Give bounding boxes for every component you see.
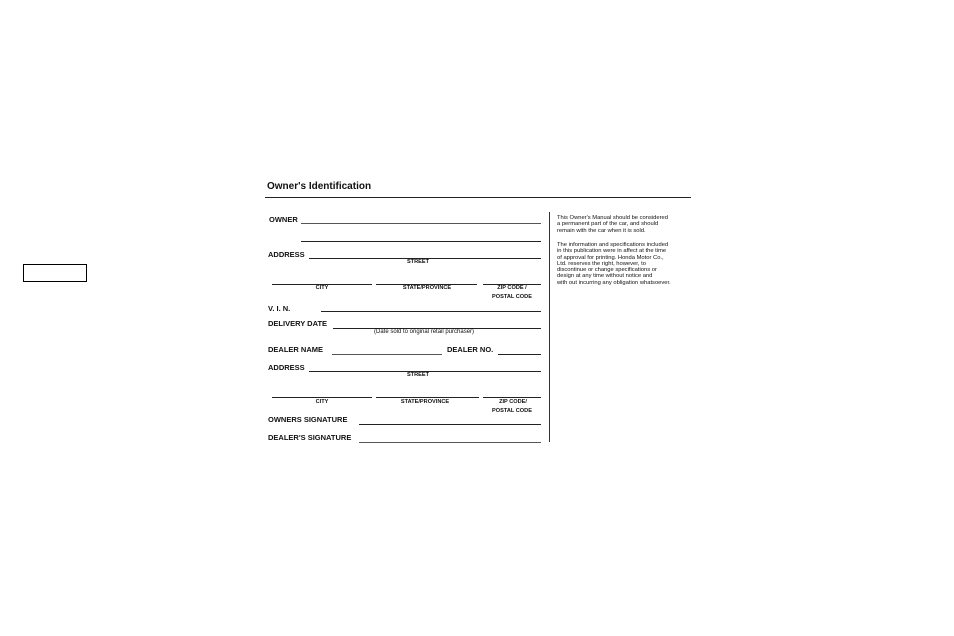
sidebar-p2-line: in this publication were in affect at the time — [557, 248, 667, 255]
dealer-name-line[interactable] — [332, 354, 442, 355]
zip-caption-line2: POSTAL CODE — [492, 294, 532, 300]
dealer-address-label: ADDRESS — [268, 363, 305, 372]
section-title: Owner's Identification — [267, 181, 372, 192]
dealer-zip-line[interactable] — [483, 397, 541, 398]
sidebar-p2-line: The information and specifications included — [557, 242, 669, 248]
zip-caption-line1: ZIP CODE / — [497, 285, 527, 291]
column-divider — [549, 212, 550, 442]
sidebar-p2-line: discontinue or change specifications or — [557, 267, 657, 274]
delivery-date-note: (Date sold to original retail purchaser) — [374, 329, 475, 335]
street-caption: STREET — [406, 259, 430, 265]
dealer-signature-line[interactable] — [359, 442, 541, 443]
state-caption: STATE/PROVINCE — [402, 285, 452, 291]
dealer-zip-caption-line1: ZIP CODE/ — [499, 399, 527, 405]
vin-line[interactable] — [321, 311, 541, 312]
dealer-state-caption: STATE/PROVINCE — [400, 399, 450, 405]
sidebar-p2-line: Ltd. reserves the right, however, to — [557, 260, 646, 267]
sidebar-p1-line: remain with the car when it is sold. — [557, 227, 646, 234]
title-rule — [265, 197, 691, 198]
dealer-no-line[interactable] — [498, 354, 541, 355]
sidebar-p2-line: design at any time without notice and — [557, 273, 653, 280]
dealer-zip-caption-line2: POSTAL CODE — [492, 408, 532, 414]
vin-label: V. I. N. — [268, 304, 291, 313]
owner-line-2[interactable] — [301, 241, 541, 242]
sidebar-p1-line: a permanent part of the car, and should — [557, 221, 659, 228]
owner-label: OWNER — [269, 215, 298, 224]
city-caption: CITY — [315, 285, 329, 291]
sidebar-p2-line: with out incurring any obligation whatsoever. — [557, 279, 671, 286]
owner-line-1[interactable] — [301, 223, 541, 224]
dealer-signature-label: DEALER'S SIGNATURE — [268, 433, 352, 442]
dealer-street-caption: STREET — [406, 372, 430, 378]
sidebar-p2-line: of approval for printing. Honda Motor Co., — [557, 254, 664, 261]
owner-signature-line[interactable] — [359, 424, 541, 425]
delivery-date-label: DELIVERY DATE — [268, 319, 328, 328]
dealer-city-line[interactable] — [272, 397, 372, 398]
sidebar-paragraph-1 — [557, 215, 668, 234]
section-tab-marker — [23, 264, 87, 282]
sidebar-p1-line: This Owner's Manual should be considered — [557, 215, 668, 221]
dealer-state-line[interactable] — [376, 397, 479, 398]
sidebar-paragraph-2 — [557, 242, 671, 286]
dealer-no-label: DEALER NO. — [447, 345, 494, 354]
dealer-city-caption: CITY — [315, 399, 329, 405]
address-label: ADDRESS — [268, 250, 305, 259]
owner-signature-label: OWNERS SIGNATURE — [268, 415, 348, 424]
dealer-name-label: DEALER NAME — [268, 345, 324, 354]
